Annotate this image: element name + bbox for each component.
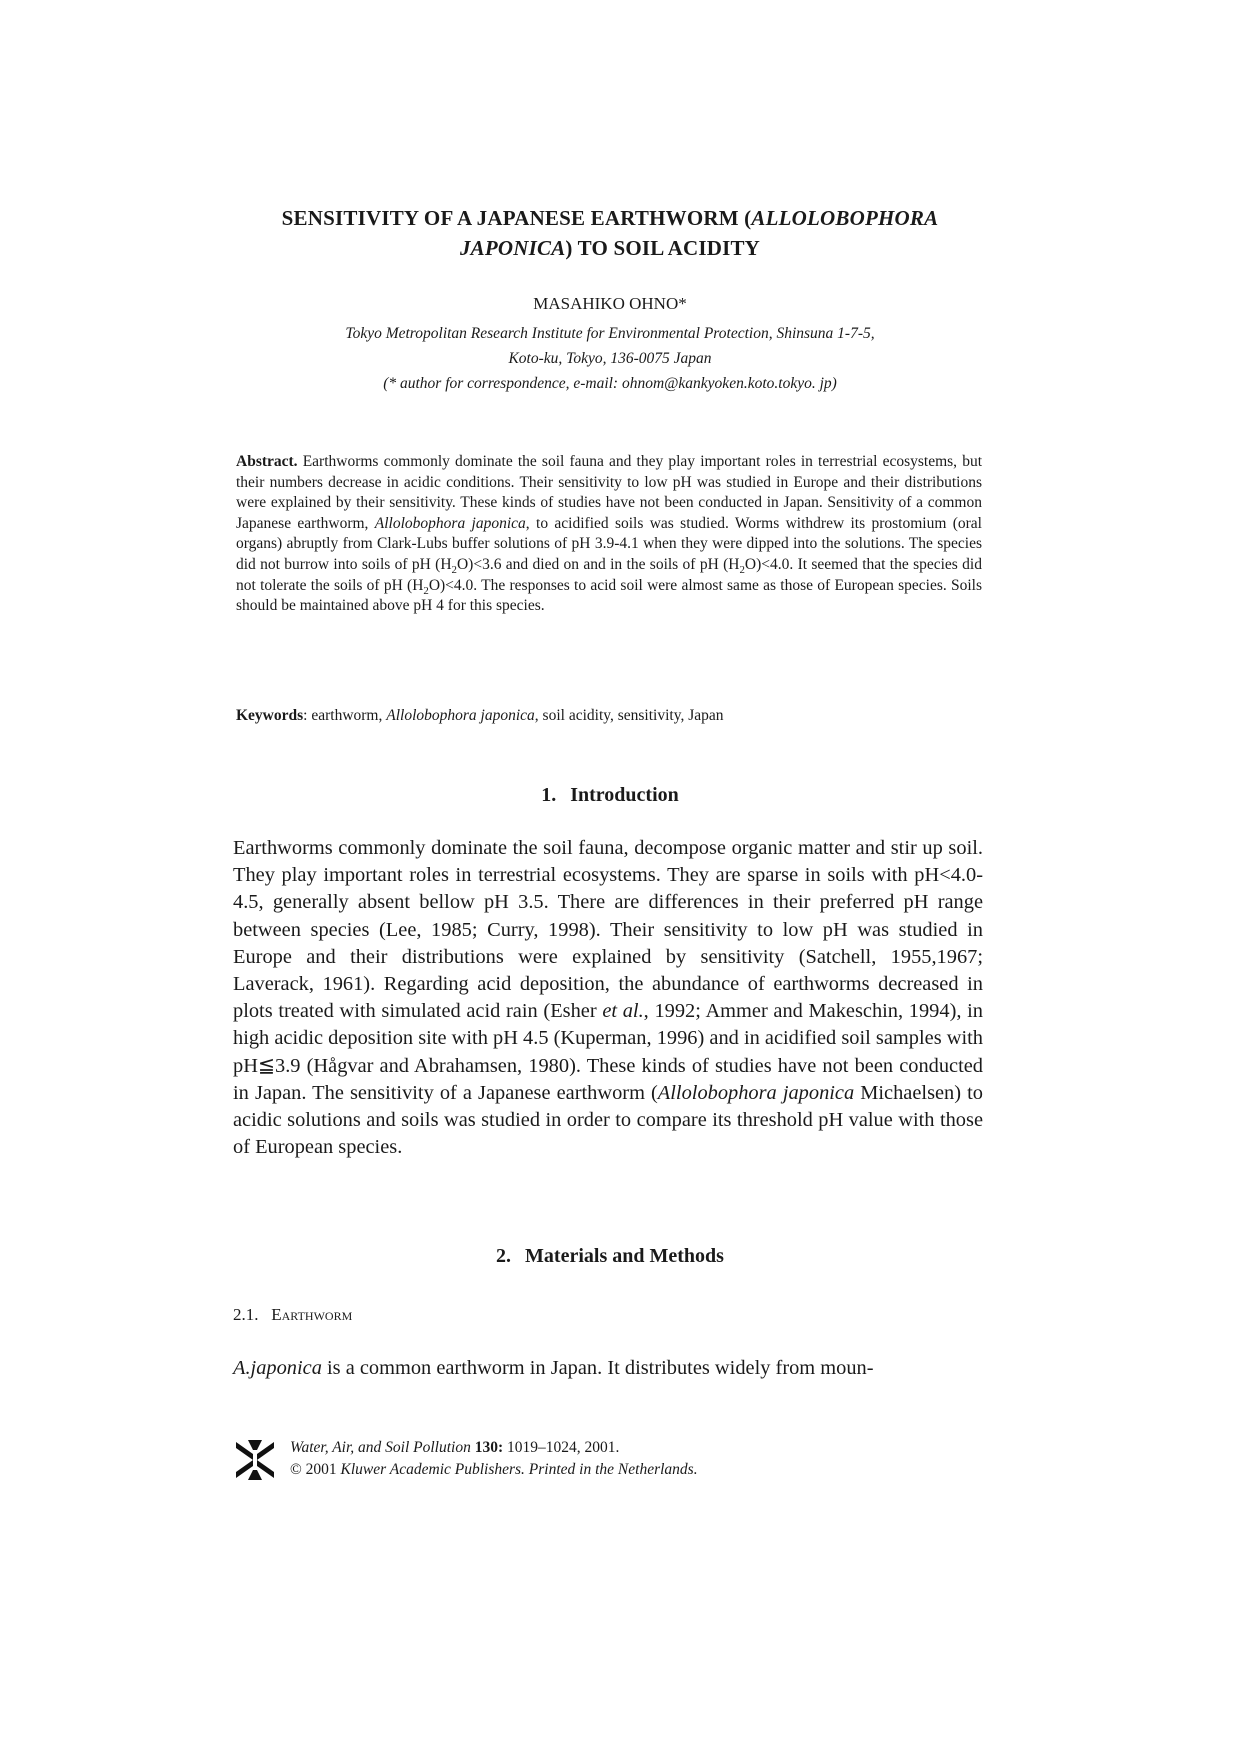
journal-pages: 1019–1024, 2001. xyxy=(503,1439,620,1456)
introduction-paragraph xyxy=(233,835,983,1161)
correspondence-line: (* author for correspondence, e-mail: ohnom@kankyoken.koto.tokyo. jp) xyxy=(383,375,837,392)
keywords xyxy=(236,706,982,726)
affiliation-line: Koto-ku, Tokyo, 136-0075 Japan xyxy=(508,350,712,367)
publisher-logo-icon xyxy=(236,1440,274,1480)
abstract-text: , to acidified soils was studied. Worms withdrew its prostomium (oral organs) abruptly from Clark-Lubs buffer solutions of pH 3.9-4.1 when they were dipped into the solutions. The species did not burrow into soils of pH (H xyxy=(236,514,982,573)
journal-citation xyxy=(290,1437,698,1459)
journal-footer xyxy=(290,1437,698,1481)
paragraph-text: Earthworms commonly dominate the soil fauna, decompose organic matter and stir up soil. They play important roles in terrestrial ecosystems. They are sparse in soils with pH<4.0-4.5, generally absent bellow pH 3.5. There are differences in their preferred pH range between species (Lee, 1985; Curry, 1998). Their sensitivity to low pH was studied in Europe and their distributions were explained by sensitivity (Satchell, 1955,1967; Laverack, 1961). Regarding acid deposition, the abundance of earthworms decreased in plots treated with simulated acid rain (Esher xyxy=(233,837,983,1023)
keywords-text: , soil acidity, sensitivity, Japan xyxy=(534,707,724,724)
abstract-text: O)<4.0. The responses to acid soil were almost same as those of European species. Soils should be maintained above pH 4 for this species. xyxy=(236,576,982,615)
keywords-label: Keywords xyxy=(236,707,304,724)
subsection-heading xyxy=(233,1303,352,1327)
section-title: Materials and Methods xyxy=(525,1245,724,1267)
citation-etal: et al. xyxy=(602,1000,644,1023)
title-text-2: ) TO SOIL ACIDITY xyxy=(565,236,761,260)
paragraph-text: is a common earthworm in Japan. It distributes widely from moun- xyxy=(321,1357,874,1379)
copyright-symbol: © 2001 xyxy=(290,1461,341,1478)
publisher-name: Kluwer Academic Publishers. Printed in the Netherlands. xyxy=(340,1461,698,1478)
subsection-title: Earthworm xyxy=(271,1305,353,1324)
subscript: 2 xyxy=(739,564,745,577)
subscript: 2 xyxy=(451,564,457,577)
section-number: 2. xyxy=(496,1245,512,1267)
methods-paragraph xyxy=(233,1355,983,1382)
subscript: 2 xyxy=(423,584,429,597)
paragraph-text: , 1992; Ammer and Makeschin, 1994), in high acidic deposition site with pH 4.5 (Kuperman, 1996) and in acidified soil samples with pH≦3.9 (Hågvar and Abrahamsen, 1980). These kinds of studies have not been conducted in Japan. The sensitivity of a Japanese earthworm ( xyxy=(233,1000,983,1104)
paragraph-species: Allolobophora japonica xyxy=(657,1081,855,1104)
section-title: Introduction xyxy=(570,784,679,806)
section-number: 1. xyxy=(541,784,557,806)
paragraph-species: A.japonica xyxy=(233,1357,322,1379)
abstract-species: Allolobophora japonica xyxy=(374,514,526,532)
section-heading-methods xyxy=(230,1243,990,1269)
keywords-text: : earthworm, xyxy=(303,707,387,724)
section-heading-introduction xyxy=(230,782,990,808)
paragraph-text: Michaelsen) to acidic solutions and soils was studied in order to compare its threshold pH value with those of European species. xyxy=(233,1081,983,1159)
journal-name: Water, Air, and Soil Pollution xyxy=(290,1439,471,1456)
affiliation xyxy=(230,321,990,396)
subsection-number: 2.1. xyxy=(233,1305,259,1324)
keywords-species: Allolobophora japonica xyxy=(386,707,535,724)
abstract-text: Earthworms commonly dominate the soil fauna and they play important roles in terrestrial ecosystems, but their numbers decrease in acidic conditions. Their sensitivity to low pH was studied in Europe and their distributions were explained by their sensitivity. These kinds of studies have not been conducted in Japan. Sensitivity of a common Japanese earthworm, xyxy=(236,453,982,532)
title-species-italic: ALLOLOBOPHORA xyxy=(751,206,939,230)
paper-title xyxy=(230,203,990,263)
affiliation-line: Tokyo Metropolitan Research Institute for Environmental Protection, Shinsuna 1-7-5, xyxy=(345,325,875,342)
abstract-text: O)<4.0. It seemed that the species did not tolerate the soils of pH (H xyxy=(236,555,982,594)
title-species-italic-2: JAPONICA xyxy=(459,236,566,260)
abstract-text: O)<3.6 and died on and in the soils of pH (H xyxy=(456,555,740,573)
journal-volume: 130: xyxy=(474,1439,504,1456)
author-name: MASAHIKO OHNO* xyxy=(533,294,687,313)
abstract xyxy=(236,452,982,617)
copyright-line xyxy=(290,1459,698,1481)
title-text: SENSITIVITY OF A JAPANESE EARTHWORM ( xyxy=(281,206,752,230)
abstract-label: Abstract. xyxy=(236,453,298,470)
